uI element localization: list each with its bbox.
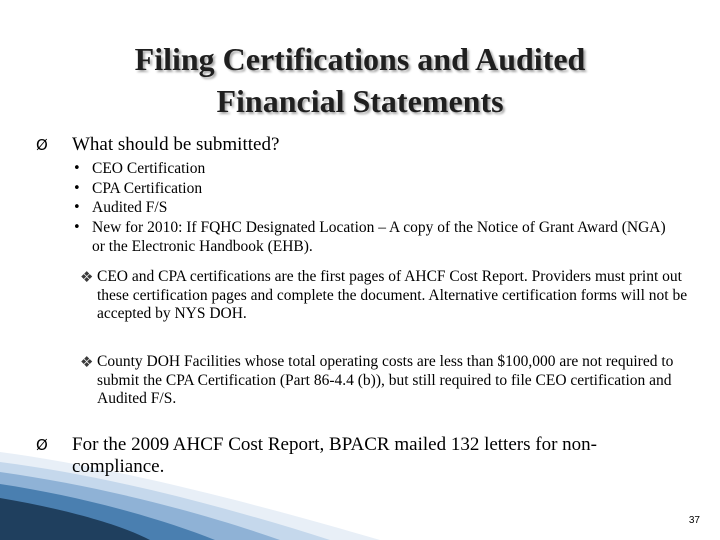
submission-list (71, 159, 671, 257)
bullet-icon: • (73, 200, 81, 215)
bullet-icon: • (73, 161, 81, 176)
slide-title (60, 38, 660, 122)
compliance-letters-text: For the 2009 AHCF Cost Report, BPACR mailed 132 letters for non-compliance. (72, 434, 597, 477)
list-item: • New for 2010: If FQHC Designated Location – A copy of the Notice of Grant Award (NGA) or the Electronic Handbook (EHB). (73, 218, 666, 255)
page-number: 37 (688, 515, 700, 526)
list-item: • CEO Certification (73, 160, 206, 177)
bullet-icon: • (73, 219, 81, 235)
diamond-bullet-icon: ❖ (80, 268, 94, 286)
question-text: What should be submitted? (72, 134, 280, 155)
title-line-2: Financial Statements (216, 83, 504, 119)
arrow-bullet-icon: Ø (36, 436, 48, 454)
list-item: • CPA Certification (73, 179, 203, 197)
arrow-bullet-icon: Ø (36, 136, 48, 154)
list-item: • Audited F/S (73, 199, 168, 216)
bullet-icon: • (73, 180, 81, 196)
title-line-1: Filing Certifications and Audited (134, 41, 586, 77)
county-doh-note: ❖ County DOH Facilities whose total operating costs are less than $100,000 are not required to submit the CPA Certification (Part 86-4.4 (b)), but still required to file CEO certification and Audited F/S. (80, 353, 674, 407)
certification-note: ❖ CEO and CPA certifications are the first pages of AHCF Cost Report. Providers must print out these certification pages and complete the document. Alternative certification forms will not be accepted by NYS DOH. (80, 268, 688, 322)
diamond-bullet-icon: ❖ (80, 353, 94, 371)
